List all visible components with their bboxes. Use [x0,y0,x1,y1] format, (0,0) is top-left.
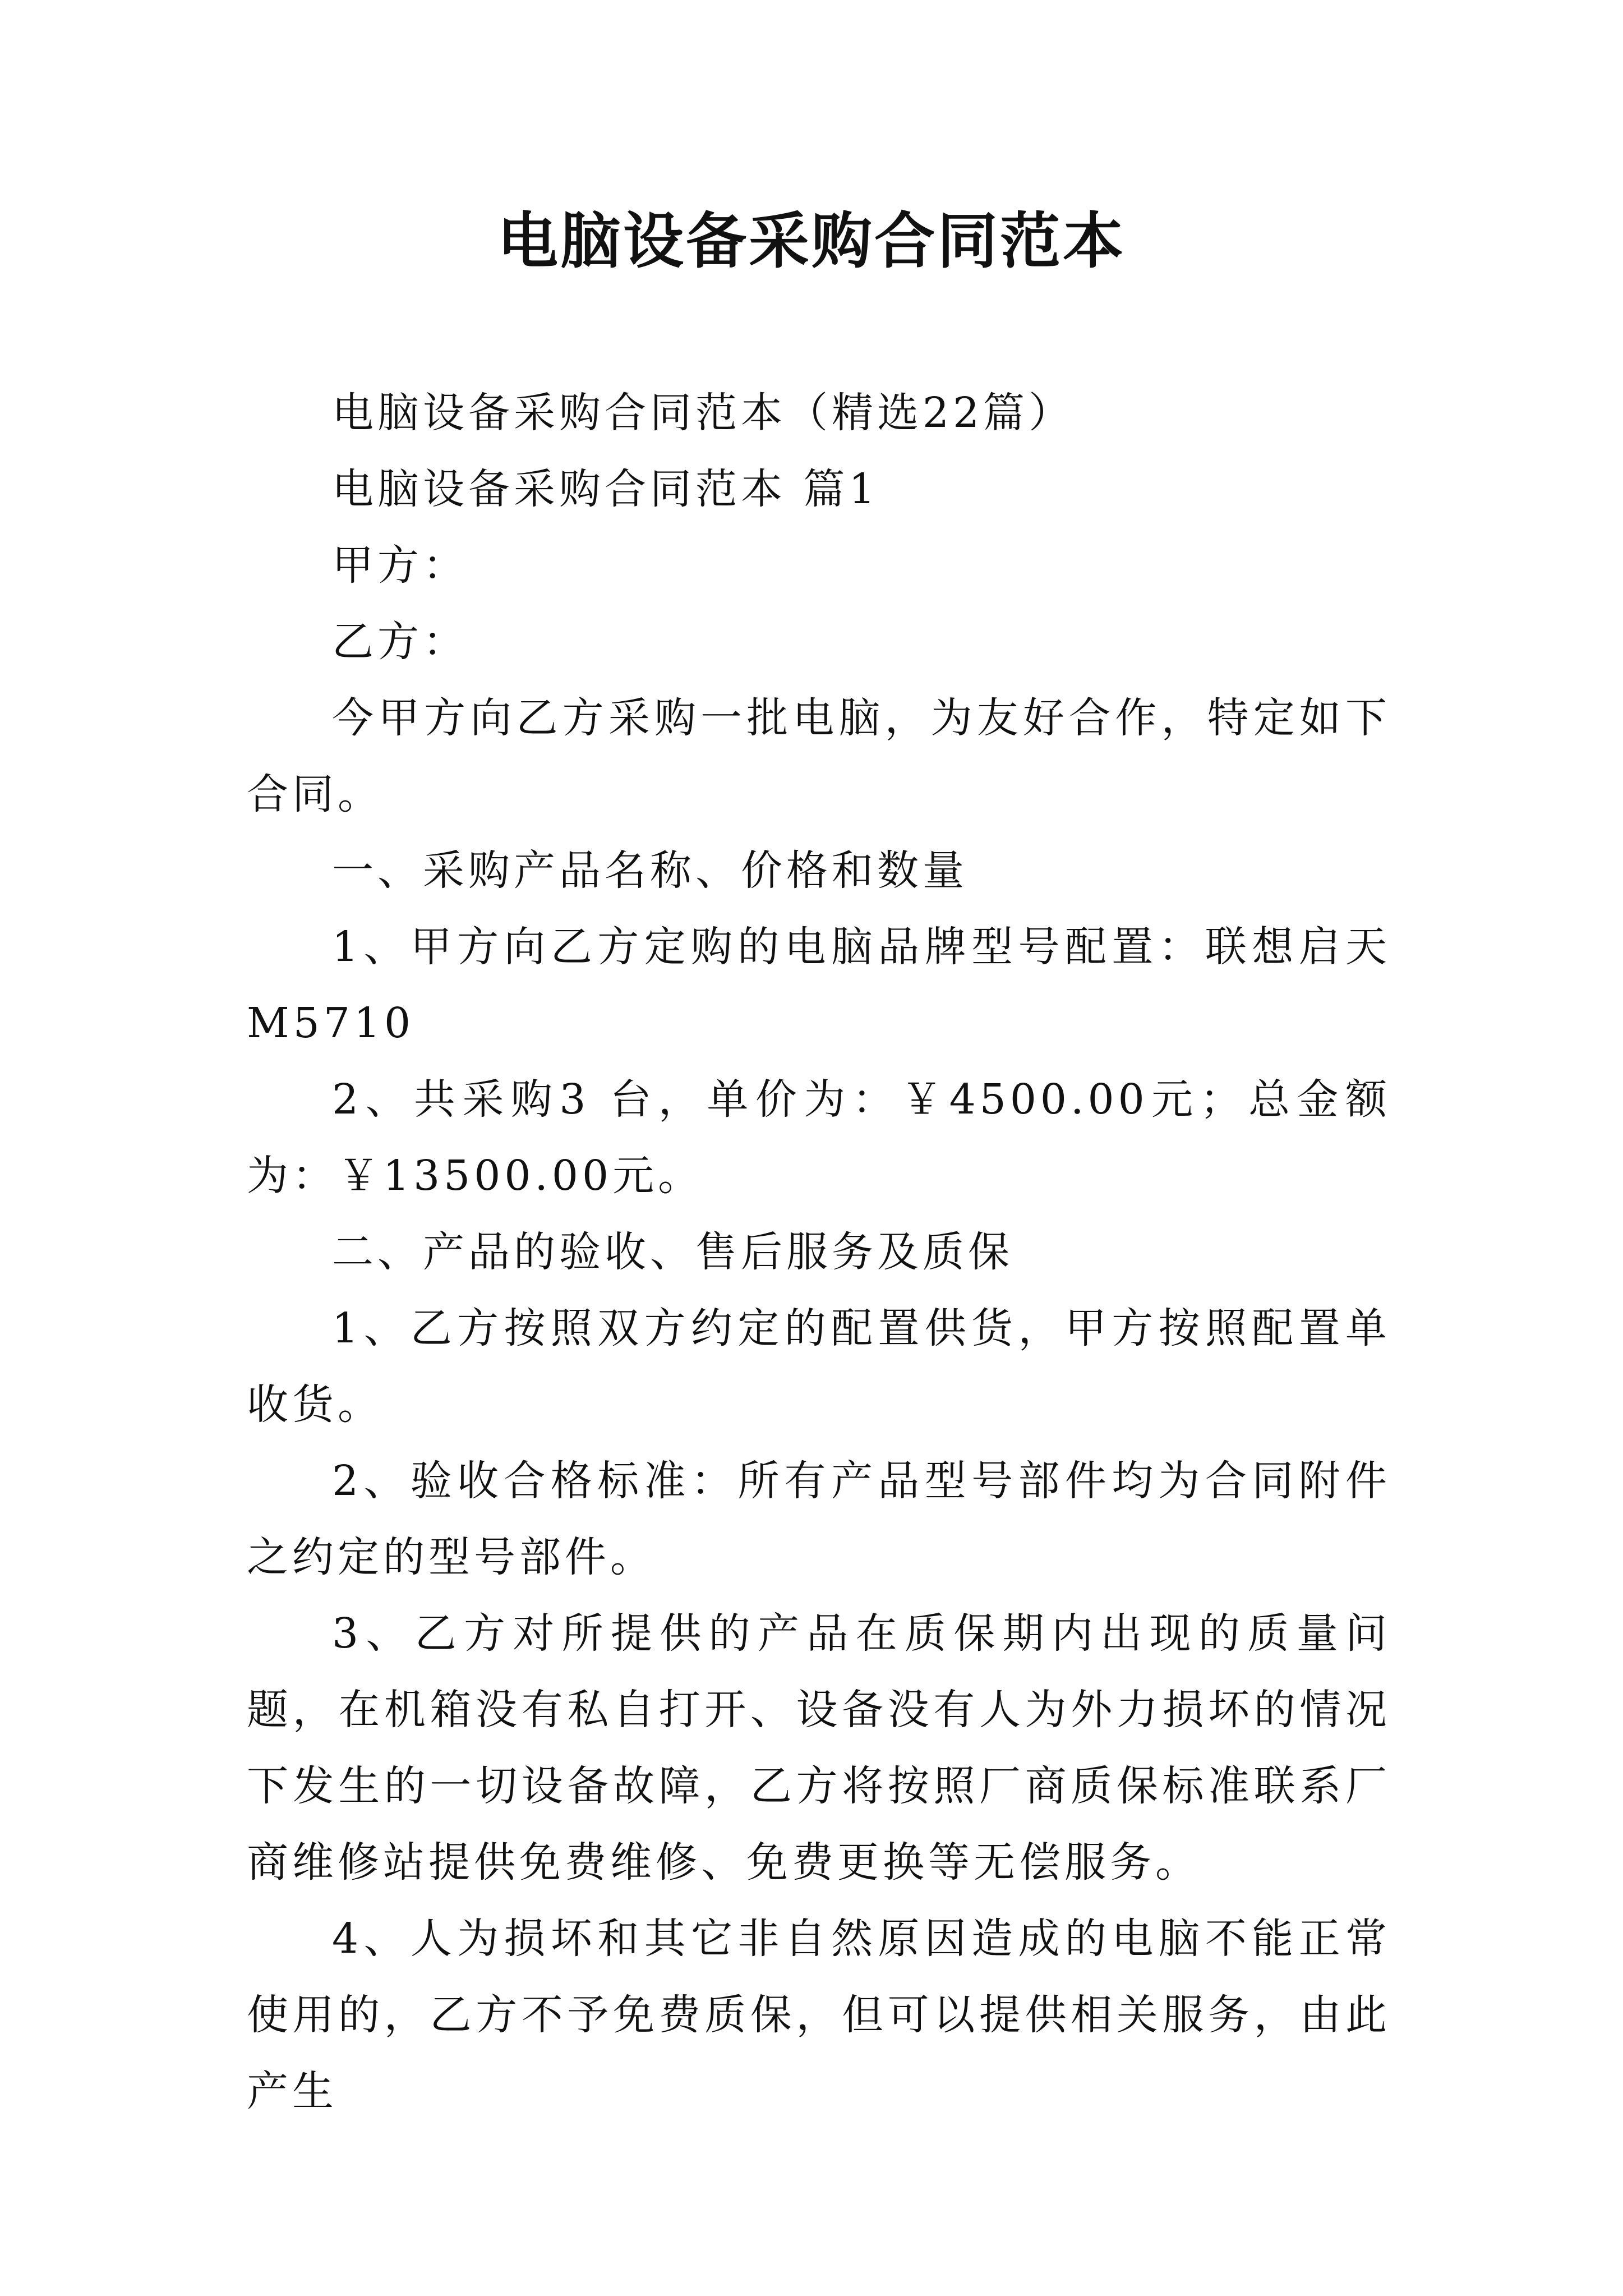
paragraph-clause-2-heading: 二、产品的验收、售后服务及质保 [332,1228,1013,1276]
paragraph-intro: 今甲方向乙方采购一批电脑，为友好合作，特定如下合同。 [247,694,1391,818]
paragraph-clause-2-4: 4、人为损坏和其它非自然原因造成的电脑不能正常使用的，乙方不予免费质保，但可以提供相关服务，由此产生 [247,1915,1391,2115]
paragraph-party-b: 乙方： [332,618,468,666]
paragraph-clause-2-1: 1、乙方按照双方约定的配置供货，甲方按照配置单收货。 [247,1304,1391,1429]
paragraph-clause-1-1: 1、甲方向乙方定购的电脑品牌型号配置：联想启天M5710 [247,923,1391,1047]
paragraph-clause-1-heading: 一、采购产品名称、价格和数量 [332,846,968,895]
paragraph-clause-2-2: 2、验收合格标准：所有产品型号部件均为合同附件之约定的型号部件。 [247,1457,1391,1581]
paragraph-clause-1-2: 2、共采购3 台，单价为：￥4500.00元；总金额为：￥13500.00元。 [247,1075,1391,1200]
document-title: 电脑设备采购合同范本 [497,206,1126,277]
paragraph-section-heading: 电脑设备采购合同范本 篇1 [332,465,879,513]
paragraph-subtitle: 电脑设备采购合同范本（精选22篇） [332,389,1075,437]
paragraph-clause-2-3: 3、乙方对所提供的产品在质保期内出现的质量问题，在机箱没有私自打开、设备没有人为外力损坏的情况下发生的一切设备故障，乙方将按照厂商质保标准联系厂商维修站提供免费维修、免费更换等无偿服务。 [247,1609,1391,1887]
paragraph-party-a: 甲方： [332,541,468,590]
document-body [247,375,1391,2129]
